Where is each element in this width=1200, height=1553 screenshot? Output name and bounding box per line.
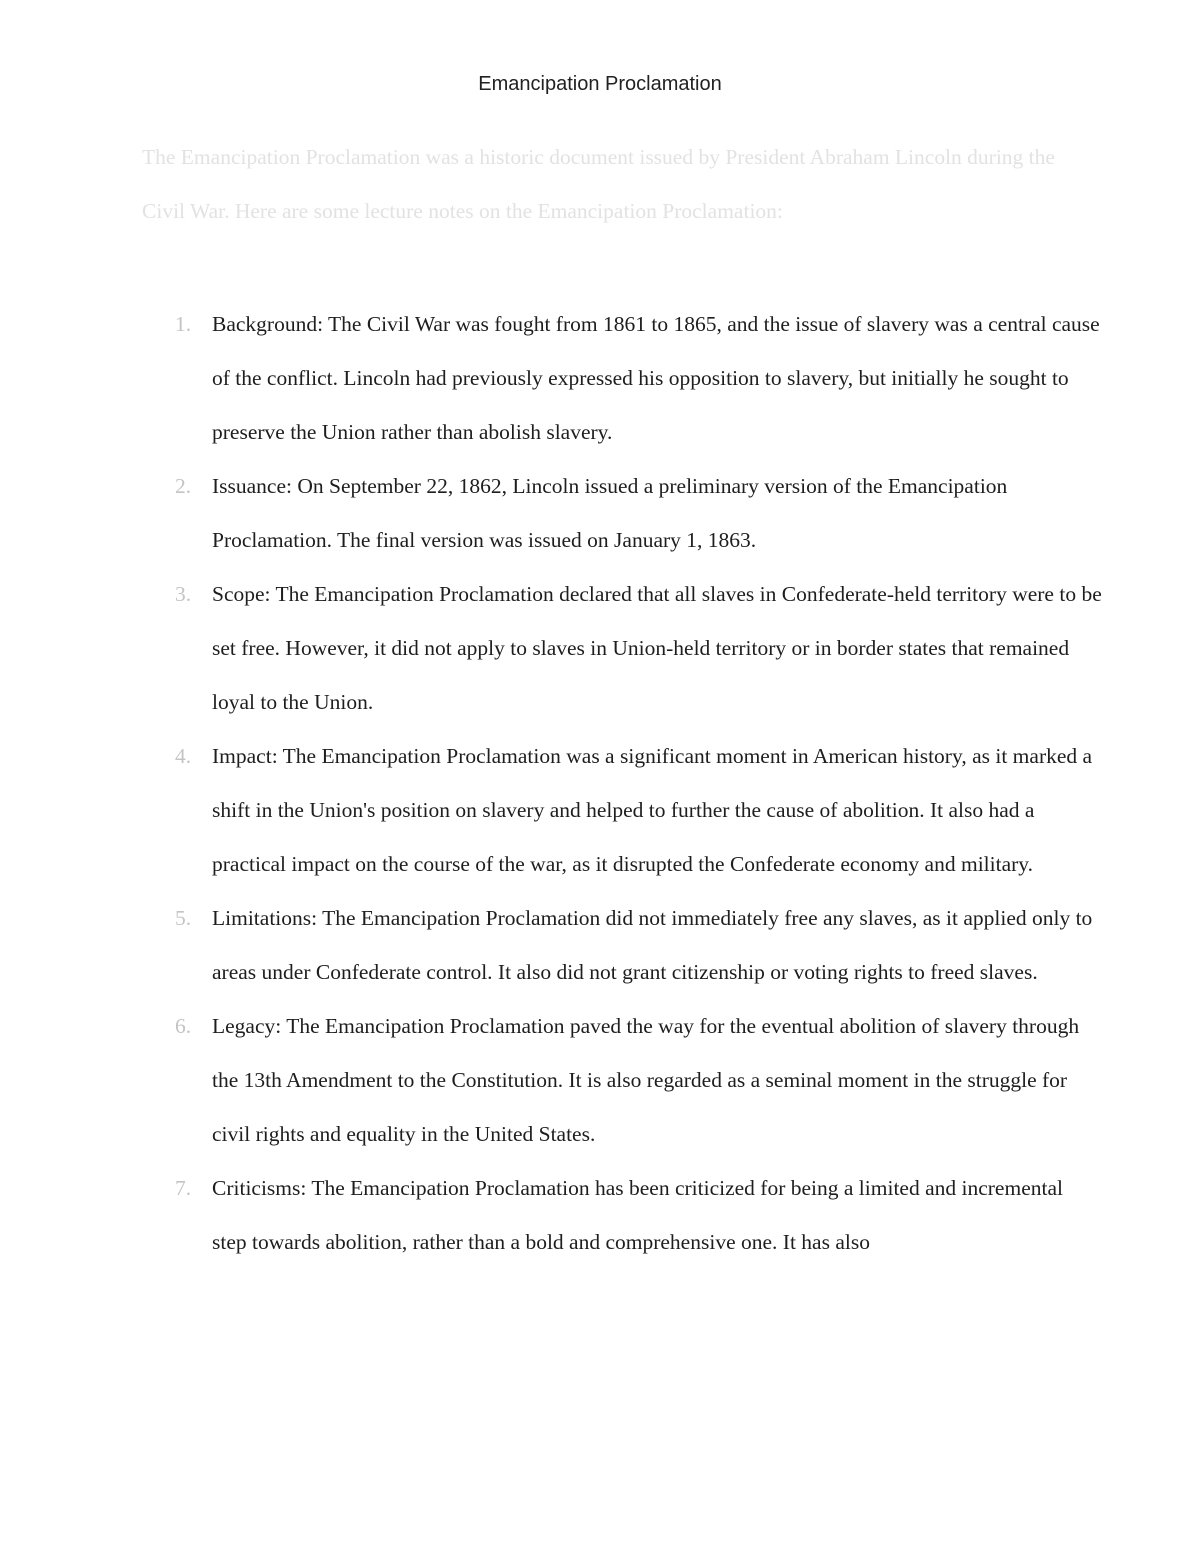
list-item — [142, 729, 1102, 891]
list-item-number: 2. — [175, 474, 192, 498]
list-item — [142, 297, 1102, 459]
list-item-number: 5. — [175, 906, 192, 930]
list-item — [142, 999, 1102, 1161]
list-item-number: 3. — [175, 582, 192, 606]
lecture-notes-list — [142, 297, 1102, 1269]
list-item-text: Issuance: On September 22, 1862, Lincoln issued a preliminary version of the Emancipation Proclamation. The final version was issued on January 1, 1863. — [212, 474, 1008, 552]
list-item-number: 1. — [175, 312, 192, 336]
list-item-text: Criticisms: The Emancipation Proclamation has been criticized for being a limited and incremental step towards abolition, rather than a bold and comprehensive one. It has also — [212, 1176, 1063, 1254]
list-item-text: Background: The Civil War was fought from 1861 to 1865, and the issue of slavery was a central cause of the conflict. Lincoln had previously expressed his opposition to slavery, but initially he sought to preserve the Union rather than abolish slavery. — [212, 312, 1100, 444]
list-item-text: Scope: The Emancipation Proclamation declared that all slaves in Confederate-held territory were to be set free. However, it did not apply to slaves in Union-held territory or in border states that remained loyal to the Union. — [212, 582, 1102, 714]
list-item-number: 4. — [175, 744, 192, 768]
list-item-text: Limitations: The Emancipation Proclamation did not immediately free any slaves, as it applied only to areas under Confederate control. It also did not grant citizenship or voting rights to freed slaves. — [212, 906, 1093, 984]
list-item-text: Impact: The Emancipation Proclamation was a significant moment in American history, as it marked a shift in the Union's position on slavery and helped to further the cause of abolition. It also had a practical impact on the course of the war, as it disrupted the Confederate economy and military. — [212, 744, 1093, 876]
list-item — [142, 567, 1102, 729]
list-item-number: 6. — [175, 1014, 192, 1038]
list-item — [142, 1161, 1102, 1269]
list-item — [142, 459, 1102, 567]
intro-paragraph: The Emancipation Proclamation was a historic document issued by President Abraham Lincoln during the Civil War. Here are some lecture notes on the Emancipation Proclamation: — [142, 145, 1055, 223]
document-title: Emancipation Proclamation — [478, 73, 722, 95]
list-item — [142, 891, 1102, 999]
list-item-number: 7. — [175, 1176, 192, 1200]
list-item-text: Legacy: The Emancipation Proclamation paved the way for the eventual abolition of slavery through the 13th Amendment to the Constitution. It is also regarded as a seminal moment in the struggle for civil rights and equality in the United States. — [212, 1014, 1080, 1146]
